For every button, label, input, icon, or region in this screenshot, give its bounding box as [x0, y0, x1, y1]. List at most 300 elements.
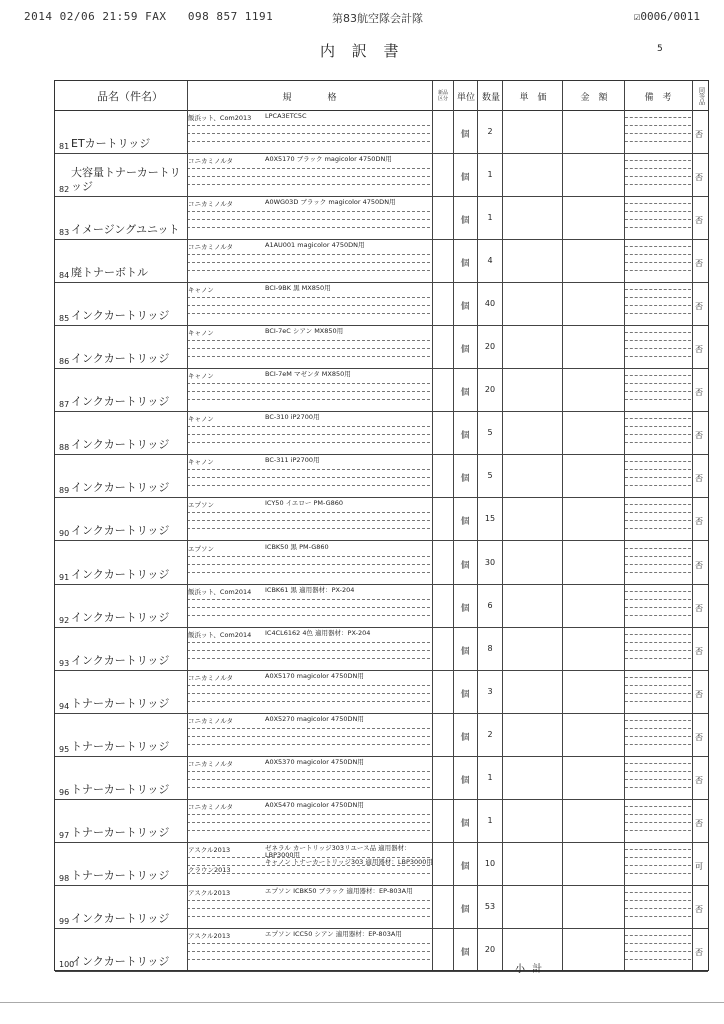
dashed-line	[187, 787, 430, 788]
dashed-line	[187, 943, 430, 944]
equivalent-flag: 否	[695, 947, 703, 957]
dashed-line	[625, 744, 691, 745]
unit: 個	[460, 775, 470, 786]
spec: A0X5170 magicolor 4750DN用	[265, 671, 364, 680]
dashed-line	[187, 305, 430, 306]
dashed-line	[187, 125, 430, 126]
divider	[477, 81, 478, 970]
dashed-line	[625, 615, 691, 616]
item-name: インクカートリッジ	[71, 954, 170, 968]
dashed-line	[625, 736, 691, 737]
col-price: 単 価	[519, 92, 547, 103]
col-qty: 数量	[481, 92, 500, 103]
spec: BC-311 iP2700用	[265, 456, 320, 465]
quantity: 1	[487, 213, 493, 223]
table-row	[55, 111, 708, 154]
item-name: 大容量トナーカートリッジ	[71, 166, 181, 194]
maker: キャノン	[188, 415, 214, 424]
quantity: 20	[484, 342, 496, 352]
item-name: イメージングユニット	[71, 223, 180, 237]
row-number: 85	[59, 314, 70, 324]
dashed-line	[187, 383, 430, 384]
subtotal-label: 小 計	[515, 964, 545, 975]
item-name: 廃トナーボトル	[71, 266, 148, 280]
dashed-line	[187, 211, 430, 212]
dashed-line	[187, 693, 430, 694]
equivalent-flag: 否	[695, 904, 703, 914]
quantity: 1	[487, 815, 493, 825]
equivalent-flag: 否	[695, 732, 703, 742]
dashed-line	[625, 375, 691, 376]
dashed-line	[187, 340, 430, 341]
dashed-line	[625, 141, 691, 142]
unit: 個	[460, 517, 470, 528]
row-number: 97	[59, 830, 70, 840]
dashed-line	[187, 485, 430, 486]
row-number: 82	[59, 185, 70, 195]
dashed-line	[187, 779, 430, 780]
dashed-line	[625, 485, 691, 486]
dashed-line	[187, 426, 430, 427]
quantity: 4	[487, 256, 493, 266]
equivalent-flag: 否	[695, 345, 703, 355]
item-name: インクカートリッジ	[71, 309, 170, 323]
unit: 個	[460, 345, 470, 356]
dashed-line	[625, 830, 691, 831]
dashed-line	[625, 528, 691, 529]
item-name: インクカートリッジ	[71, 524, 170, 538]
dashed-line	[625, 693, 691, 694]
item-name: トナーカートリッジ	[71, 782, 170, 796]
quantity: 1	[487, 772, 493, 782]
maker: エプソン	[188, 544, 214, 553]
maker: エプソン	[188, 501, 214, 510]
dashed-line	[187, 564, 430, 565]
col-name: 品名（件名）	[97, 90, 163, 103]
maker: 飯浜ット、Com2013	[188, 114, 252, 122]
dashed-line	[187, 865, 430, 866]
equivalent-flag: 否	[695, 302, 703, 312]
quantity: 40	[484, 299, 496, 309]
row-number: 92	[59, 615, 70, 625]
dashed-line	[625, 313, 691, 314]
spec: LPCA3ETC5C	[265, 112, 307, 120]
row-number: 95	[59, 744, 70, 754]
unit: 個	[460, 431, 470, 442]
maker: コニカミノルタ	[188, 716, 233, 725]
dashed-line	[625, 297, 691, 298]
dashed-line	[187, 477, 430, 478]
maker: コニカミノルタ	[188, 243, 233, 252]
equivalent-flag: 否	[695, 431, 703, 441]
dashed-line	[625, 203, 691, 204]
dashed-line	[187, 313, 430, 314]
dashed-line	[187, 771, 430, 772]
unit: 個	[460, 259, 470, 270]
item-name: インクカートリッジ	[71, 610, 170, 624]
dashed-line	[625, 117, 691, 118]
dashed-line	[625, 634, 691, 635]
row-number: 100	[59, 959, 75, 969]
fax-edge	[0, 1002, 724, 1003]
item-name: インクカートリッジ	[71, 653, 170, 667]
fax-sender: 第83航空隊会計隊	[332, 12, 423, 25]
dashed-line	[625, 865, 691, 866]
dashed-line	[625, 391, 691, 392]
divider	[502, 81, 503, 970]
unit: 個	[460, 603, 470, 614]
item-name: インクカートリッジ	[71, 438, 170, 452]
table-row	[55, 455, 708, 498]
dashed-line	[187, 873, 430, 874]
dashed-line	[625, 763, 691, 764]
dashed-line	[187, 133, 430, 134]
quantity: 53	[484, 901, 496, 911]
maker: キャノン	[188, 372, 214, 381]
quantity: 6	[487, 600, 493, 610]
dashed-line	[187, 951, 430, 952]
dashed-line	[187, 599, 430, 600]
dashed-line	[625, 787, 691, 788]
dashed-line	[187, 184, 430, 185]
dashed-line	[625, 572, 691, 573]
dashed-line	[625, 160, 691, 161]
dashed-line	[187, 176, 430, 177]
row-number: 94	[59, 701, 70, 711]
quantity: 3	[487, 686, 493, 696]
maker: キャノン	[188, 458, 214, 467]
equivalent-flag: 否	[695, 388, 703, 398]
divider	[562, 81, 563, 970]
col-spec: 規 格	[282, 92, 337, 103]
dashed-line	[625, 771, 691, 772]
table-row	[55, 197, 708, 240]
item-name: ETカートリッジ	[71, 137, 151, 151]
quantity: 30	[484, 557, 496, 567]
dashed-line	[187, 227, 430, 228]
dashed-line	[625, 900, 691, 901]
spec: ICY50 イエロー PM-G860	[265, 499, 344, 508]
dashed-line	[625, 227, 691, 228]
dashed-line	[625, 270, 691, 271]
dashed-line	[187, 744, 430, 745]
dashed-line	[187, 572, 430, 573]
dashed-line	[625, 168, 691, 169]
divider	[624, 81, 625, 970]
quantity: 15	[484, 514, 496, 524]
table-row	[55, 757, 708, 800]
dashed-line	[625, 814, 691, 815]
col-amount: 金 額	[580, 92, 608, 103]
dashed-line	[625, 685, 691, 686]
equivalent-flag: 否	[695, 818, 703, 828]
unit: 個	[460, 947, 470, 958]
table-row	[55, 929, 708, 972]
page-number: 5	[657, 44, 663, 54]
maker: キャノン	[188, 329, 214, 338]
table-row	[55, 542, 708, 585]
dashed-line	[187, 520, 430, 521]
equivalent-flag: 否	[695, 775, 703, 785]
table-row	[55, 628, 708, 671]
row-number: 86	[59, 357, 70, 367]
dashed-line	[625, 520, 691, 521]
dashed-line	[625, 849, 691, 850]
dashed-line	[187, 262, 430, 263]
dashed-line	[625, 951, 691, 952]
dashed-line	[625, 184, 691, 185]
maker: コニカミノルタ	[188, 802, 233, 811]
dashed-line	[625, 426, 691, 427]
fax-header	[24, 10, 700, 26]
dashed-line	[625, 469, 691, 470]
quantity: 1	[487, 170, 493, 180]
dashed-line	[625, 133, 691, 134]
dashed-line	[187, 141, 430, 142]
dashed-line	[625, 442, 691, 443]
fax-page-counter: ☑0006/0011	[633, 10, 700, 23]
item-name: トナーカートリッジ	[71, 825, 170, 839]
row-number: 99	[59, 916, 70, 926]
item-name: トナーカートリッジ	[71, 739, 170, 753]
dashed-line	[625, 591, 691, 592]
dashed-line	[187, 728, 430, 729]
dashed-line	[187, 642, 430, 643]
dashed-line	[187, 434, 430, 435]
spec: A0X5170 ブラック magicolor 4750DN用	[265, 155, 392, 164]
dashed-line	[187, 348, 430, 349]
unit: 個	[460, 560, 470, 571]
dashed-line	[625, 607, 691, 608]
equivalent-flag: 否	[695, 560, 703, 570]
row-number: 83	[59, 228, 70, 238]
dashed-line	[187, 399, 430, 400]
equivalent-flag: 可	[695, 861, 703, 871]
dashed-line	[187, 512, 430, 513]
spec: A1AU001 magicolor 4750DN用	[265, 241, 365, 250]
quantity: 8	[487, 643, 493, 653]
table-row	[55, 886, 708, 929]
item-name: インクカートリッジ	[71, 395, 170, 409]
dashed-line	[625, 548, 691, 549]
equivalent-flag: 否	[695, 216, 703, 226]
spec: IC4CL6162 4色 適用器材：PX-204	[265, 628, 371, 637]
unit: 個	[460, 689, 470, 700]
dashed-line	[625, 556, 691, 557]
maker: 飯浜ット、Com2014	[188, 630, 252, 639]
dashed-line	[625, 246, 691, 247]
table-row	[55, 585, 708, 628]
equivalent-flag: 否	[695, 130, 703, 139]
dashed-line	[625, 176, 691, 177]
item-name: インクカートリッジ	[71, 567, 170, 581]
row-number: 84	[59, 271, 70, 281]
dashed-line	[187, 528, 430, 529]
unit: 個	[460, 646, 470, 657]
dashed-line	[625, 650, 691, 651]
dashed-line	[187, 556, 430, 557]
row-number: 87	[59, 400, 70, 410]
dashed-line	[625, 806, 691, 807]
dashed-line	[625, 701, 691, 702]
dashed-line	[625, 348, 691, 349]
unit: 個	[460, 732, 470, 743]
dashed-line	[187, 830, 430, 831]
dashed-line	[625, 125, 691, 126]
maker: アスクル2013	[188, 931, 231, 940]
dashed-line	[625, 262, 691, 263]
spec: A0WG03D ブラック magicolor 4750DN用	[265, 198, 396, 207]
quantity: 10	[484, 858, 496, 868]
equivalent-flag: 否	[695, 646, 703, 656]
dashed-line	[625, 873, 691, 874]
item-name: インクカートリッジ	[71, 352, 170, 366]
unit: 個	[460, 904, 470, 915]
maker: コニカミノルタ	[188, 673, 233, 682]
unit: 個	[460, 302, 470, 313]
dashed-line	[625, 720, 691, 721]
unit: 個	[460, 130, 470, 140]
document-title: 内 訳 書	[320, 42, 405, 60]
spec: A0X5370 magicolor 4750DN用	[265, 757, 364, 766]
maker: コニカミノルタ	[188, 157, 233, 166]
spec: A0X5270 magicolor 4750DN用	[265, 714, 364, 723]
dashed-line	[187, 168, 430, 169]
spec: ICBK61 黒 適用器材：PX-204	[265, 585, 355, 594]
dashed-line	[625, 935, 691, 936]
dashed-line	[625, 399, 691, 400]
dashed-line	[187, 908, 430, 909]
dashed-line	[187, 391, 430, 392]
dashed-line	[625, 642, 691, 643]
spec: BC-310 iP2700用	[265, 413, 320, 422]
quantity: 2	[487, 729, 493, 739]
dashed-line	[187, 270, 430, 271]
dashed-line	[187, 356, 430, 357]
dashed-line	[187, 814, 430, 815]
table-row	[55, 154, 708, 197]
row-number: 81	[59, 142, 70, 152]
row-number: 91	[59, 572, 70, 582]
dashed-line	[625, 383, 691, 384]
dashed-line	[625, 477, 691, 478]
dashed-line	[187, 959, 430, 960]
table-row	[55, 283, 708, 326]
dashed-line	[187, 736, 430, 737]
dashed-line	[625, 356, 691, 357]
dashed-line	[625, 916, 691, 917]
divider	[432, 81, 433, 970]
table-row	[55, 714, 708, 757]
dashed-line	[187, 650, 430, 651]
quantity: 20	[484, 944, 496, 954]
table-row	[55, 326, 708, 369]
col-equivalent: 同等品	[697, 87, 705, 105]
quantity: 20	[484, 385, 496, 395]
unit: 個	[460, 474, 470, 485]
spec: BCI-7eC シアン MX850用	[265, 327, 344, 336]
row-number: 93	[59, 658, 70, 668]
dashed-line	[625, 658, 691, 659]
dashed-line	[187, 900, 430, 901]
table-row	[55, 369, 708, 412]
dashed-line	[625, 211, 691, 212]
spec: ICBK50 黒 PM-G860	[265, 542, 329, 551]
divider	[187, 81, 188, 970]
equivalent-flag: 否	[695, 603, 703, 613]
row-number: 96	[59, 787, 70, 797]
divider	[692, 81, 693, 970]
col-mark: 新品 区分	[437, 90, 448, 102]
dashed-line	[625, 332, 691, 333]
table-header	[55, 81, 708, 111]
dashed-line	[625, 564, 691, 565]
dashed-line	[625, 254, 691, 255]
maker: コニカミノルタ	[188, 759, 233, 768]
table-row	[55, 498, 708, 541]
item-name: トナーカートリッジ	[71, 868, 170, 882]
unit: 個	[460, 216, 470, 227]
dashed-line	[625, 434, 691, 435]
dashed-line	[625, 289, 691, 290]
equivalent-flag: 否	[695, 259, 703, 269]
col-unit: 単位	[456, 92, 475, 103]
spec: エプソン ICC50 シアン 適用器材：EP-803A用	[265, 929, 402, 938]
dashed-line	[625, 779, 691, 780]
equivalent-flag: 否	[695, 474, 703, 484]
spec: BCI-7eM マゼンタ MX850用	[265, 370, 351, 379]
spec: A0X5470 magicolor 4750DN用	[265, 800, 364, 809]
table-row	[55, 843, 708, 886]
equivalent-flag: 否	[695, 689, 703, 699]
row-number: 89	[59, 486, 70, 496]
maker: アスクル2013	[188, 888, 231, 897]
item-name: インクカートリッジ	[71, 911, 170, 925]
maker-2: クラウン2013	[188, 865, 231, 874]
unit: 個	[460, 388, 470, 399]
dashed-line	[625, 461, 691, 462]
fax-datetime: 2014 02/06 21:59 FAX 098 857 1191	[24, 10, 274, 23]
dashed-line	[187, 219, 430, 220]
dashed-line	[625, 219, 691, 220]
row-number: 98	[59, 873, 70, 883]
maker: 飯浜ット、Com2014	[188, 587, 252, 596]
maker: キャノン	[188, 286, 214, 295]
dashed-line	[187, 658, 430, 659]
row-number: 90	[59, 529, 70, 539]
dashed-line	[187, 469, 430, 470]
dashed-line	[625, 857, 691, 858]
divider	[453, 81, 454, 970]
row-number: 88	[59, 443, 70, 453]
unit: 個	[460, 861, 470, 872]
dashed-line	[625, 908, 691, 909]
unit: 個	[460, 818, 470, 829]
spec-2: キャノン トナーカートリッジ303 適用器材：LBP3000用	[265, 857, 433, 866]
dashed-line	[187, 297, 430, 298]
spec: エプソン ICBK50 ブラック 適用器材：EP-803A用	[265, 886, 413, 895]
maker: コニカミノルタ	[188, 200, 233, 209]
dashed-line	[625, 305, 691, 306]
dashed-line	[187, 607, 430, 608]
dashed-line	[187, 615, 430, 616]
dashed-line	[625, 512, 691, 513]
dashed-line	[625, 943, 691, 944]
dashed-line	[187, 685, 430, 686]
table-row	[55, 412, 708, 455]
breakdown-table	[54, 80, 709, 975]
dashed-line	[187, 857, 430, 858]
